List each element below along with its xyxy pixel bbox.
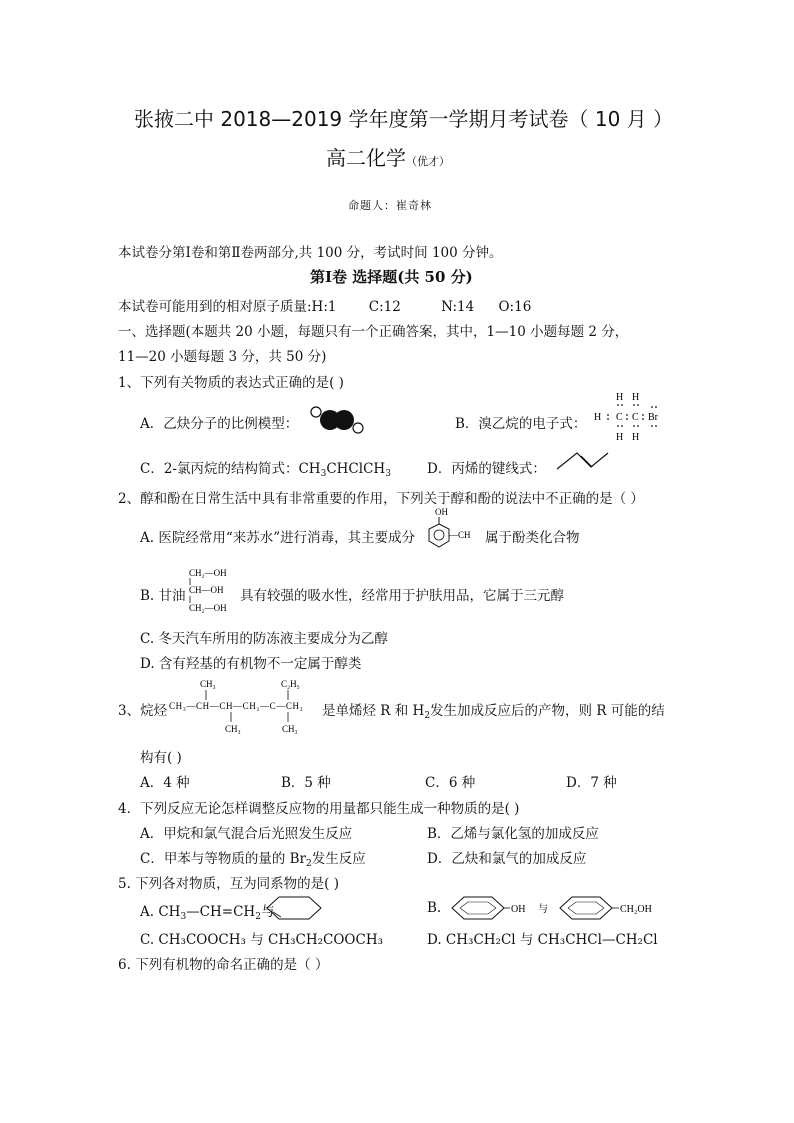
q2-option-d: D. 含有羟基的有机物不一定属于醇类 xyxy=(140,656,362,672)
alkane-top-ch3: CH₃ xyxy=(200,679,216,689)
cresol-ch3-label: —CH xyxy=(449,530,471,540)
intro-text: 本试卷分第Ⅰ卷和第Ⅱ卷两部分,共 100 分，考试时间 100 分钟。 xyxy=(118,245,503,261)
q3-option-c: C．6 种 xyxy=(425,775,476,791)
q2-option-a-post: 属于酚类化合物 xyxy=(485,530,580,546)
q1-option-c: C．2-氯丙烷的结构简式：$CH_3CHClCH_3$ xyxy=(140,461,391,479)
q2-option-b-pre: B. 甘油 xyxy=(140,588,186,604)
cresol-structure-icon xyxy=(425,507,485,554)
q5-a-pre: A. CH xyxy=(140,904,181,920)
lewis-h-top1: H xyxy=(616,392,624,403)
q1-option-d: D．丙烯的键线式： xyxy=(427,461,546,477)
part1-instruction-1: 一、选择题(本题共 20 小题，每题只有一个正确答案，其中，1—10 小题每题 2 分， xyxy=(118,324,629,340)
q2-option-a-pre: A. 医院经常用“来苏水”进行消毒，其主要成分 xyxy=(140,530,416,546)
q4-option-a: A．甲烷和氯气混合后光照发生反应 xyxy=(140,826,353,842)
q4-stem: 4．下列反应无论怎样调整反应物的用量都只能生成一种物质的是( ) xyxy=(118,801,520,817)
subject-note: （优才） xyxy=(406,155,450,168)
benzyl-ch2oh-label: CH₂OH xyxy=(620,904,652,915)
q3-option-d: D．7 种 xyxy=(566,775,617,791)
q5-option-a: A. $CH_3—CH=CH_2$与 xyxy=(140,904,275,922)
phenol-benzyl-alcohol-pair-diagram xyxy=(450,894,672,922)
subject-name: 高二化学 xyxy=(326,146,406,170)
q5-a-mid: —CH=CH xyxy=(186,904,256,920)
phenol-oh-label: OH xyxy=(511,904,526,915)
glycerol-line3: CH₂—OH xyxy=(189,603,227,613)
glycerol-line1: CH₂—OH xyxy=(189,568,227,578)
q3-stem-pre: 3、烷烃 xyxy=(118,703,168,719)
author-line: 命题人：崔奇林 xyxy=(348,199,432,212)
mass-h: 本试卷可能用到的相对原子质量:H:1 xyxy=(118,299,337,315)
q1-c-mid: CHClCH xyxy=(326,461,386,477)
alkane-structure-diagram xyxy=(167,676,327,736)
q4-option-b: B．乙烯与氯化氢的加成反应 xyxy=(427,826,599,842)
cresol-oh-label: OH xyxy=(435,507,448,517)
q2-option-b-post: 具有较强的吸水性，经常用于护肤用品，它属于三元醇 xyxy=(240,588,564,604)
alkane-bot-ch3-1: CH₃ xyxy=(225,724,241,734)
alkane-main-chain: CH₃—CH—CH—CH₂—C—CH₃ xyxy=(169,701,304,711)
section1-title: 第Ⅰ卷 选择题(共 50 分) xyxy=(310,268,473,286)
bromoethane-lewis-diagram xyxy=(590,390,670,442)
mass-o: O:16 xyxy=(498,299,532,315)
q1-c-pre: C．2-氯丙烷的结构简式：CH xyxy=(140,461,321,477)
q1-option-b: B．溴乙烷的电子式： xyxy=(455,416,587,432)
atomic-masses xyxy=(118,295,531,315)
q2-option-c: C. 冬天汽车所用的防冻液主要成分为乙醇 xyxy=(140,631,388,647)
alkane-bot-ch3-2: CH₃ xyxy=(282,724,298,734)
pair-separator: 与 xyxy=(538,904,548,915)
mass-c: C:12 xyxy=(368,299,401,315)
lewis-c1: C xyxy=(616,412,623,423)
q6-stem: 6. 下列有机物的命名正确的是（ ） xyxy=(118,957,329,973)
q2-stem: 2、醇和酚在日常生活中具有非常重要的作用，下列关于醇和酚的说法中不正确的是（ ） xyxy=(118,491,644,507)
q3-stem-rest: 是单烯烃 R 和 $H_2$发生加成反应后的产物，则 R 可能的结 xyxy=(322,703,665,721)
q4-option-d: D．乙炔和氯气的加成反应 xyxy=(427,851,587,867)
q5-option-b-label: B. xyxy=(427,900,442,916)
lewis-h-bot1: H xyxy=(616,432,624,443)
q4-option-c: C．甲苯与等物质的量的 $Br_2$发生反应 xyxy=(140,851,366,869)
mass-n: N:14 xyxy=(441,299,475,315)
lewis-c2: C xyxy=(632,412,639,423)
q5-a-post: 与 xyxy=(260,904,275,920)
q3-stem-line2: 构有( ) xyxy=(140,750,182,766)
q1-option-a: A．乙炔分子的比例模型： xyxy=(140,416,299,432)
q3-stem-mid: 是单烯烃 R 和 H xyxy=(322,703,425,719)
glycerol-structure-icon xyxy=(187,566,239,616)
part1-instruction-2: 11—20 小题每题 3 分，共 50 分) xyxy=(118,349,327,365)
q3-option-a: A．4 种 xyxy=(140,775,190,791)
q4-c-post: 发生反应 xyxy=(311,851,366,867)
exam-subtitle xyxy=(326,142,450,171)
q3-option-b: B．5 种 xyxy=(281,775,331,791)
exam-title: 张掖二中 2018—2019 学年度第一学期月考试卷（ 10 月 ） xyxy=(134,107,674,131)
q1-stem: 1、下列有关物质的表达式正确的是( ) xyxy=(118,375,344,391)
lewis-br: Br xyxy=(648,412,658,423)
q5-stem: 5. 下列各对物质，互为同系物的是( ) xyxy=(118,876,339,892)
q4-c-pre: C．甲苯与等物质的量的 Br xyxy=(140,851,306,867)
propene-skeletal-icon xyxy=(555,450,611,472)
lewis-h-bot2: H xyxy=(632,432,640,443)
q5-option-d: D. CH₃CH₂Cl 与 CH₃CHCl—CH₂Cl xyxy=(427,932,658,948)
lewis-h-left: H xyxy=(594,412,602,423)
q3-stem-post: 发生加成反应后的产物，则 R 可能的结 xyxy=(430,703,665,719)
alkane-top-c2h5: C₂H₅ xyxy=(281,679,300,689)
q5-option-c: C. CH₃COOCH₃ 与 CH₃CH₂COOCH₃ xyxy=(140,932,384,948)
lewis-h-top2: H xyxy=(632,392,640,403)
cyclohexene-icon xyxy=(265,895,325,921)
acetylene-model-icon xyxy=(308,405,364,435)
glycerol-line2: CH—OH xyxy=(189,585,224,595)
